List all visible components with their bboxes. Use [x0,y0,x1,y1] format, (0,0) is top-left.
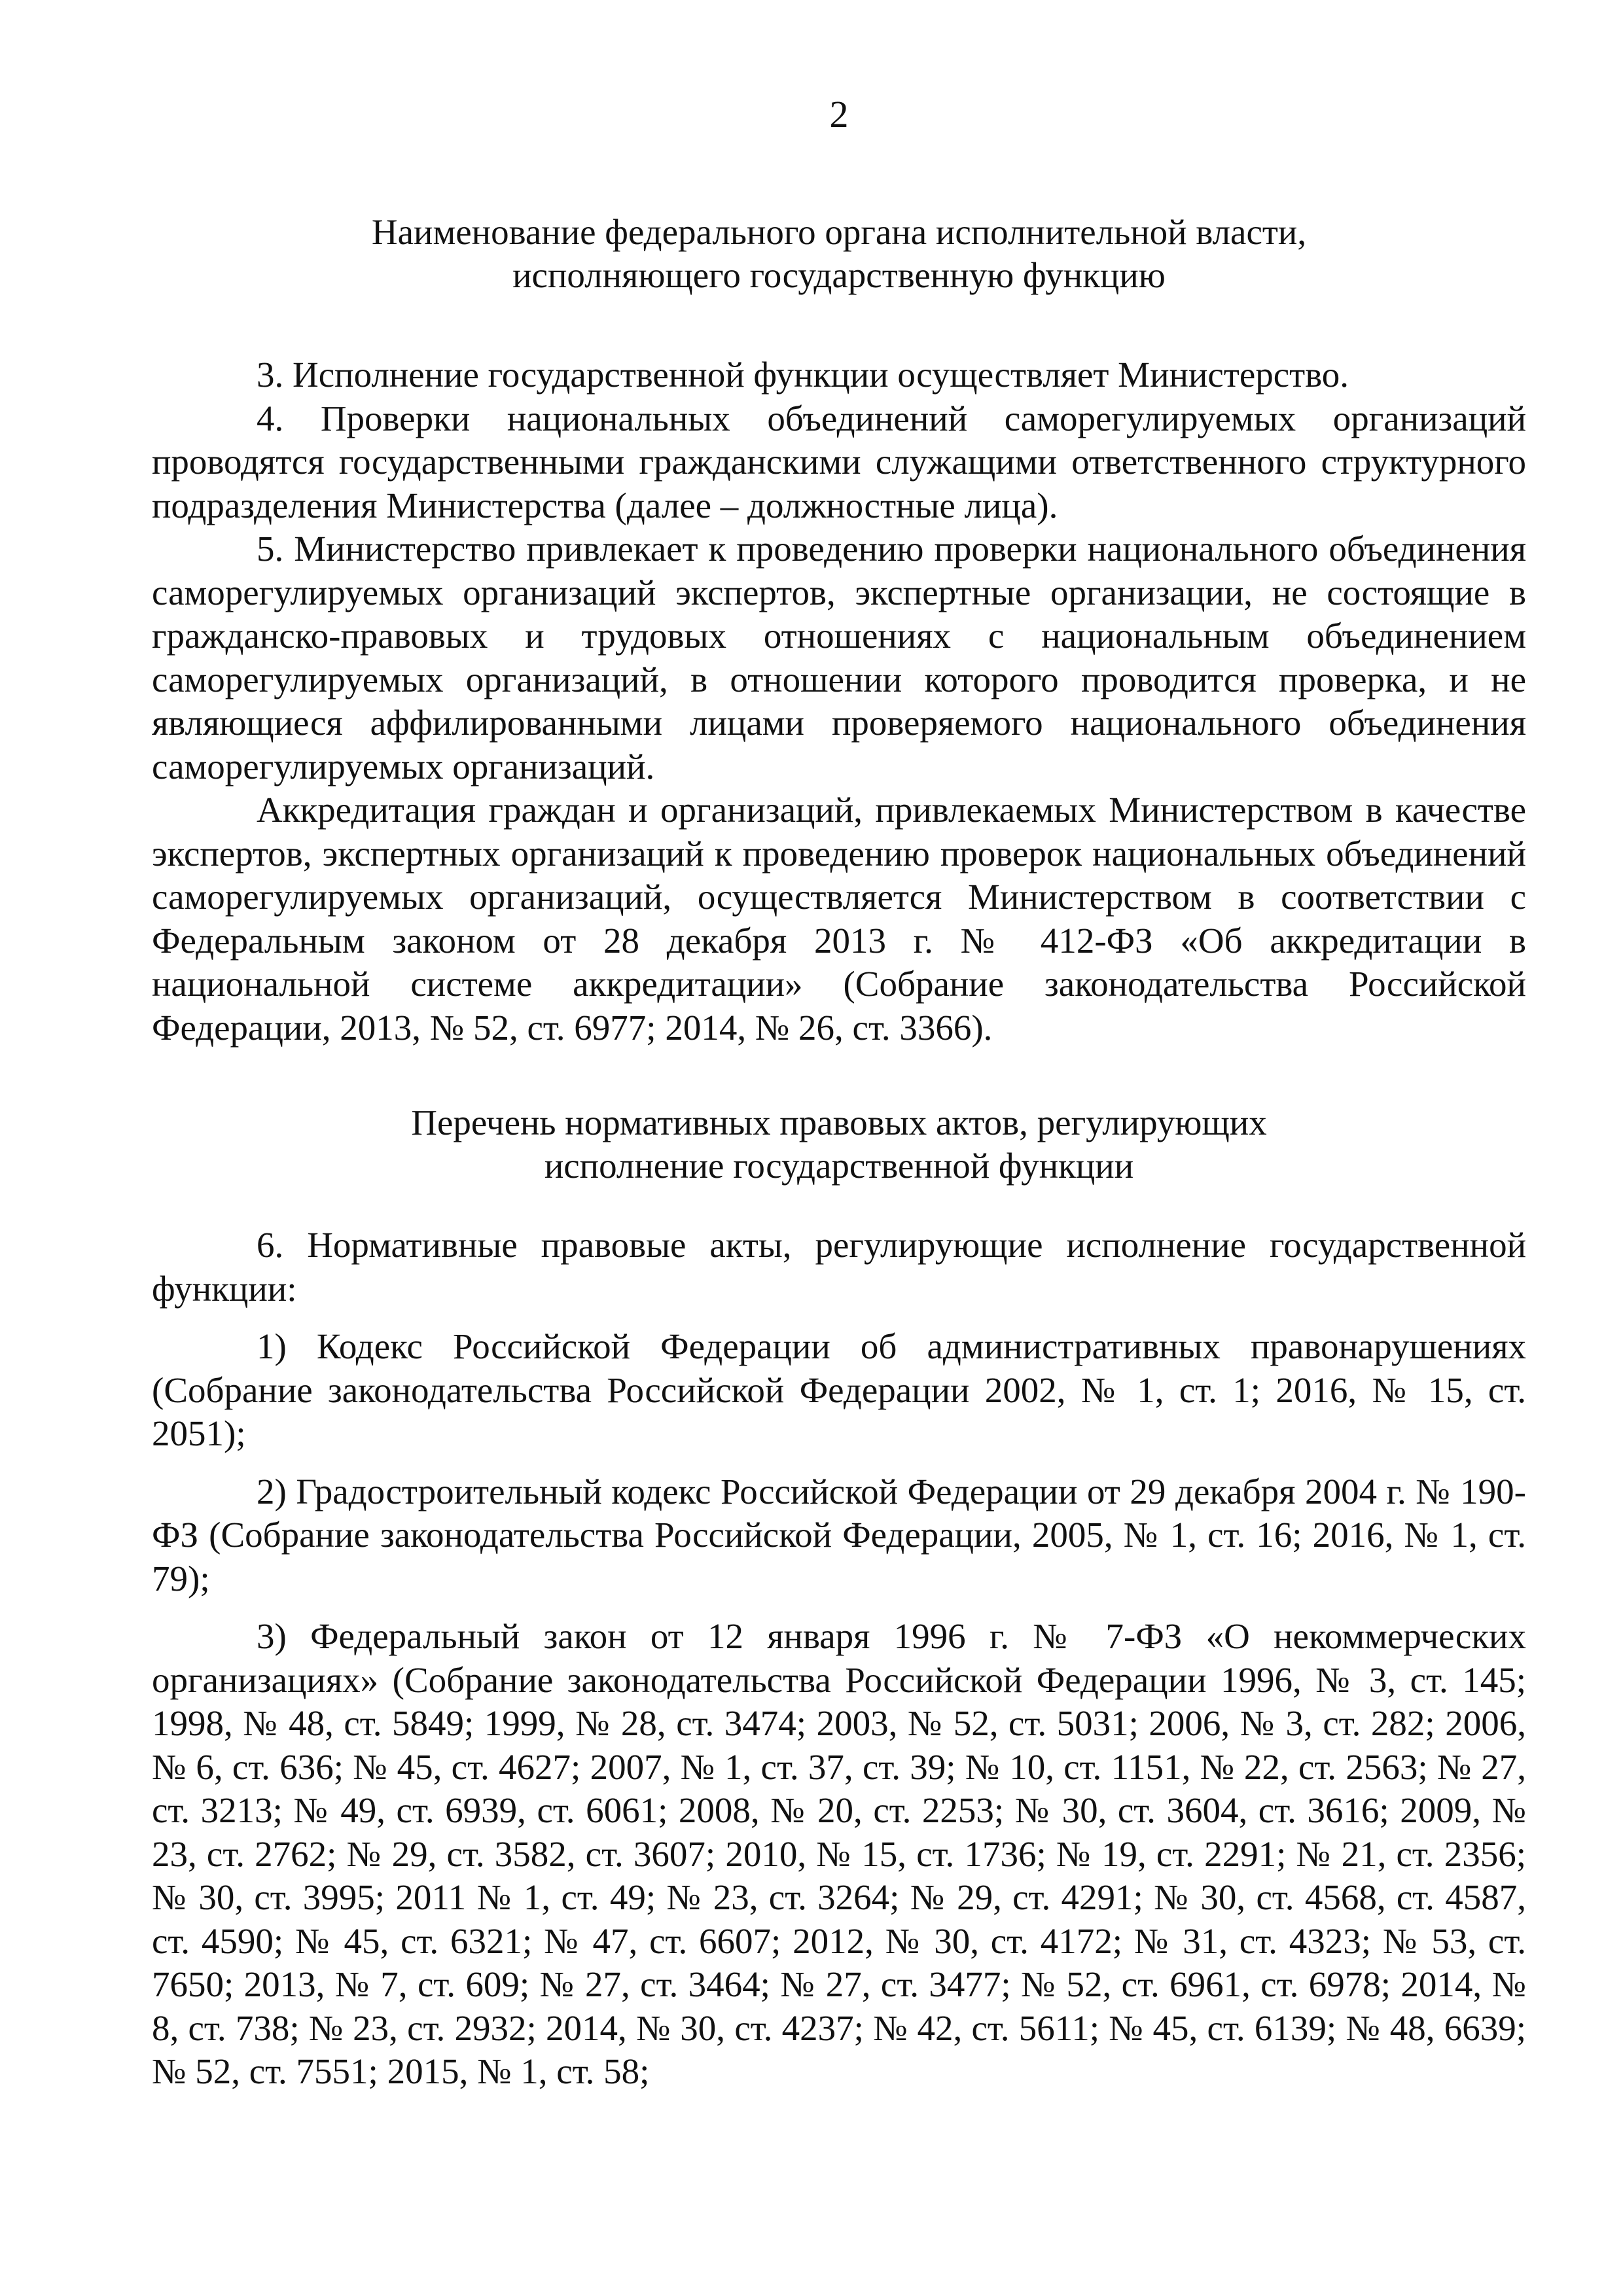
section-heading-legal-acts [152,1101,1526,1188]
body-text-block-1 [152,353,1526,1050]
paragraph-6: 6. Нормативные правовые акты, регулирующие исполнение государственной функции: [152,1225,1526,1309]
paragraph-5: 5. Министерство привлекает к проведению проверки национального объединения саморегулируемых организаций экспертов, экспертные организации, не состоящие в гражданско-правовых и трудовых отношениях с национальным объединением саморегулируемых организаций, в отношении которого проводится проверка, и не являющиеся аффилированными лицами проверяемого национального объединения саморегулируемых организаций. [152,529,1526,786]
paragraph-5-accreditation: Аккредитация граждан и организаций, привлекаемых Министерством в качестве экспертов, экспертных организаций к проведению проверок национальных объединений саморегулируемых организаций, осуществляется Министерством в соответствии с Федеральным законом от 28 декабря 2013 г. № 412-ФЗ «Об аккредитации в национальной системе аккредитации» (Собрание законодательства Российской Федерации, 2013, № 52, ст. 6977; 2014, № 26, ст. 3366). [152,790,1526,1048]
paragraph-4: 4. Проверки национальных объединений саморегулируемых организаций проводятся государственными гражданскими служащими ответственного структурного подразделения Министерства (далее – должностные лица). [152,398,1526,525]
page-number: 2 [829,93,849,135]
section-heading-line: исполнение государственной функции [544,1146,1134,1186]
section-heading-executive-body [152,211,1526,297]
section-heading-line: исполняющего государственную функцию [512,255,1166,295]
list-item-2: 2) Градостроительный кодекс Российской Федерации от 29 декабря 2004 г. № 190-ФЗ (Собрание законодательства Российской Федерации, 2005, № 1, ст. 16; 2016, № 1, ст. 79); [152,1471,1526,1598]
list-item-1: 1) Кодекс Российской Федерации об административных правонарушениях (Собрание законодательства Российской Федерации 2002, № 1, ст. 1; 2016, № 15, ст. 2051); [152,1326,1526,1453]
list-item-3: 3) Федеральный закон от 12 января 1996 г. № 7-ФЗ «О некоммерческих организациях» (Собрание законодательства Российской Федерации 1996, № 3, ст. 145; 1998, № 48, ст. 5849; 1999, № 28, ст. 3474; 2003, № 52, ст. 5031; 2006, № 3, ст. 282; 2006, № 6, ст. 636; № 45, ст. 4627; 2007, № 1, ст. 37, ст. 39; № 10, ст. 1151, № 22, ст. 2563; № 27, ст. 3213; № 49, ст. 6939, ст. 6061; 2008, № 20, ст. 2253; № 30, ст. 3604, ст. 3616; 2009, № 23, ст. 2762; № 29, ст. 3582, ст. 3607; 2010, № 15, ст. 1736; № 19, ст. 2291; № 21, ст. 2356; № 30, ст. 3995; 2011 № 1, ст. 49; № 23, ст. 3264; № 29, ст. 4291; № 30, ст. 4568, ст. 4587, ст. 4590; № 45, ст. 6321; № 47, ст. 6607; 2012, № 30, ст. 4172; № 31, ст. 4323; № 53, ст. 7650; 2013, № 7, ст. 609; № 27, ст. 3464; № 27, ст. 3477; № 52, ст. 6961, ст. 6978; 2014, № 8, ст. 738; № 23, ст. 2932; 2014, № 30, ст. 4237; № 42, ст. 5611; № 45, ст. 6139; № 48, 6639; № 52, ст. 7551; 2015, № 1, ст. 58; [152,1616,1526,2091]
section-heading-line: Наименование федерального органа исполнительной власти, [371,212,1307,252]
paragraph-3: 3. Исполнение государственной функции осуществляет Министерство. [257,355,1349,395]
section-heading-line: Перечень нормативных правовых актов, регулирующих [411,1103,1267,1142]
body-text-block-2 [152,1224,1526,2094]
